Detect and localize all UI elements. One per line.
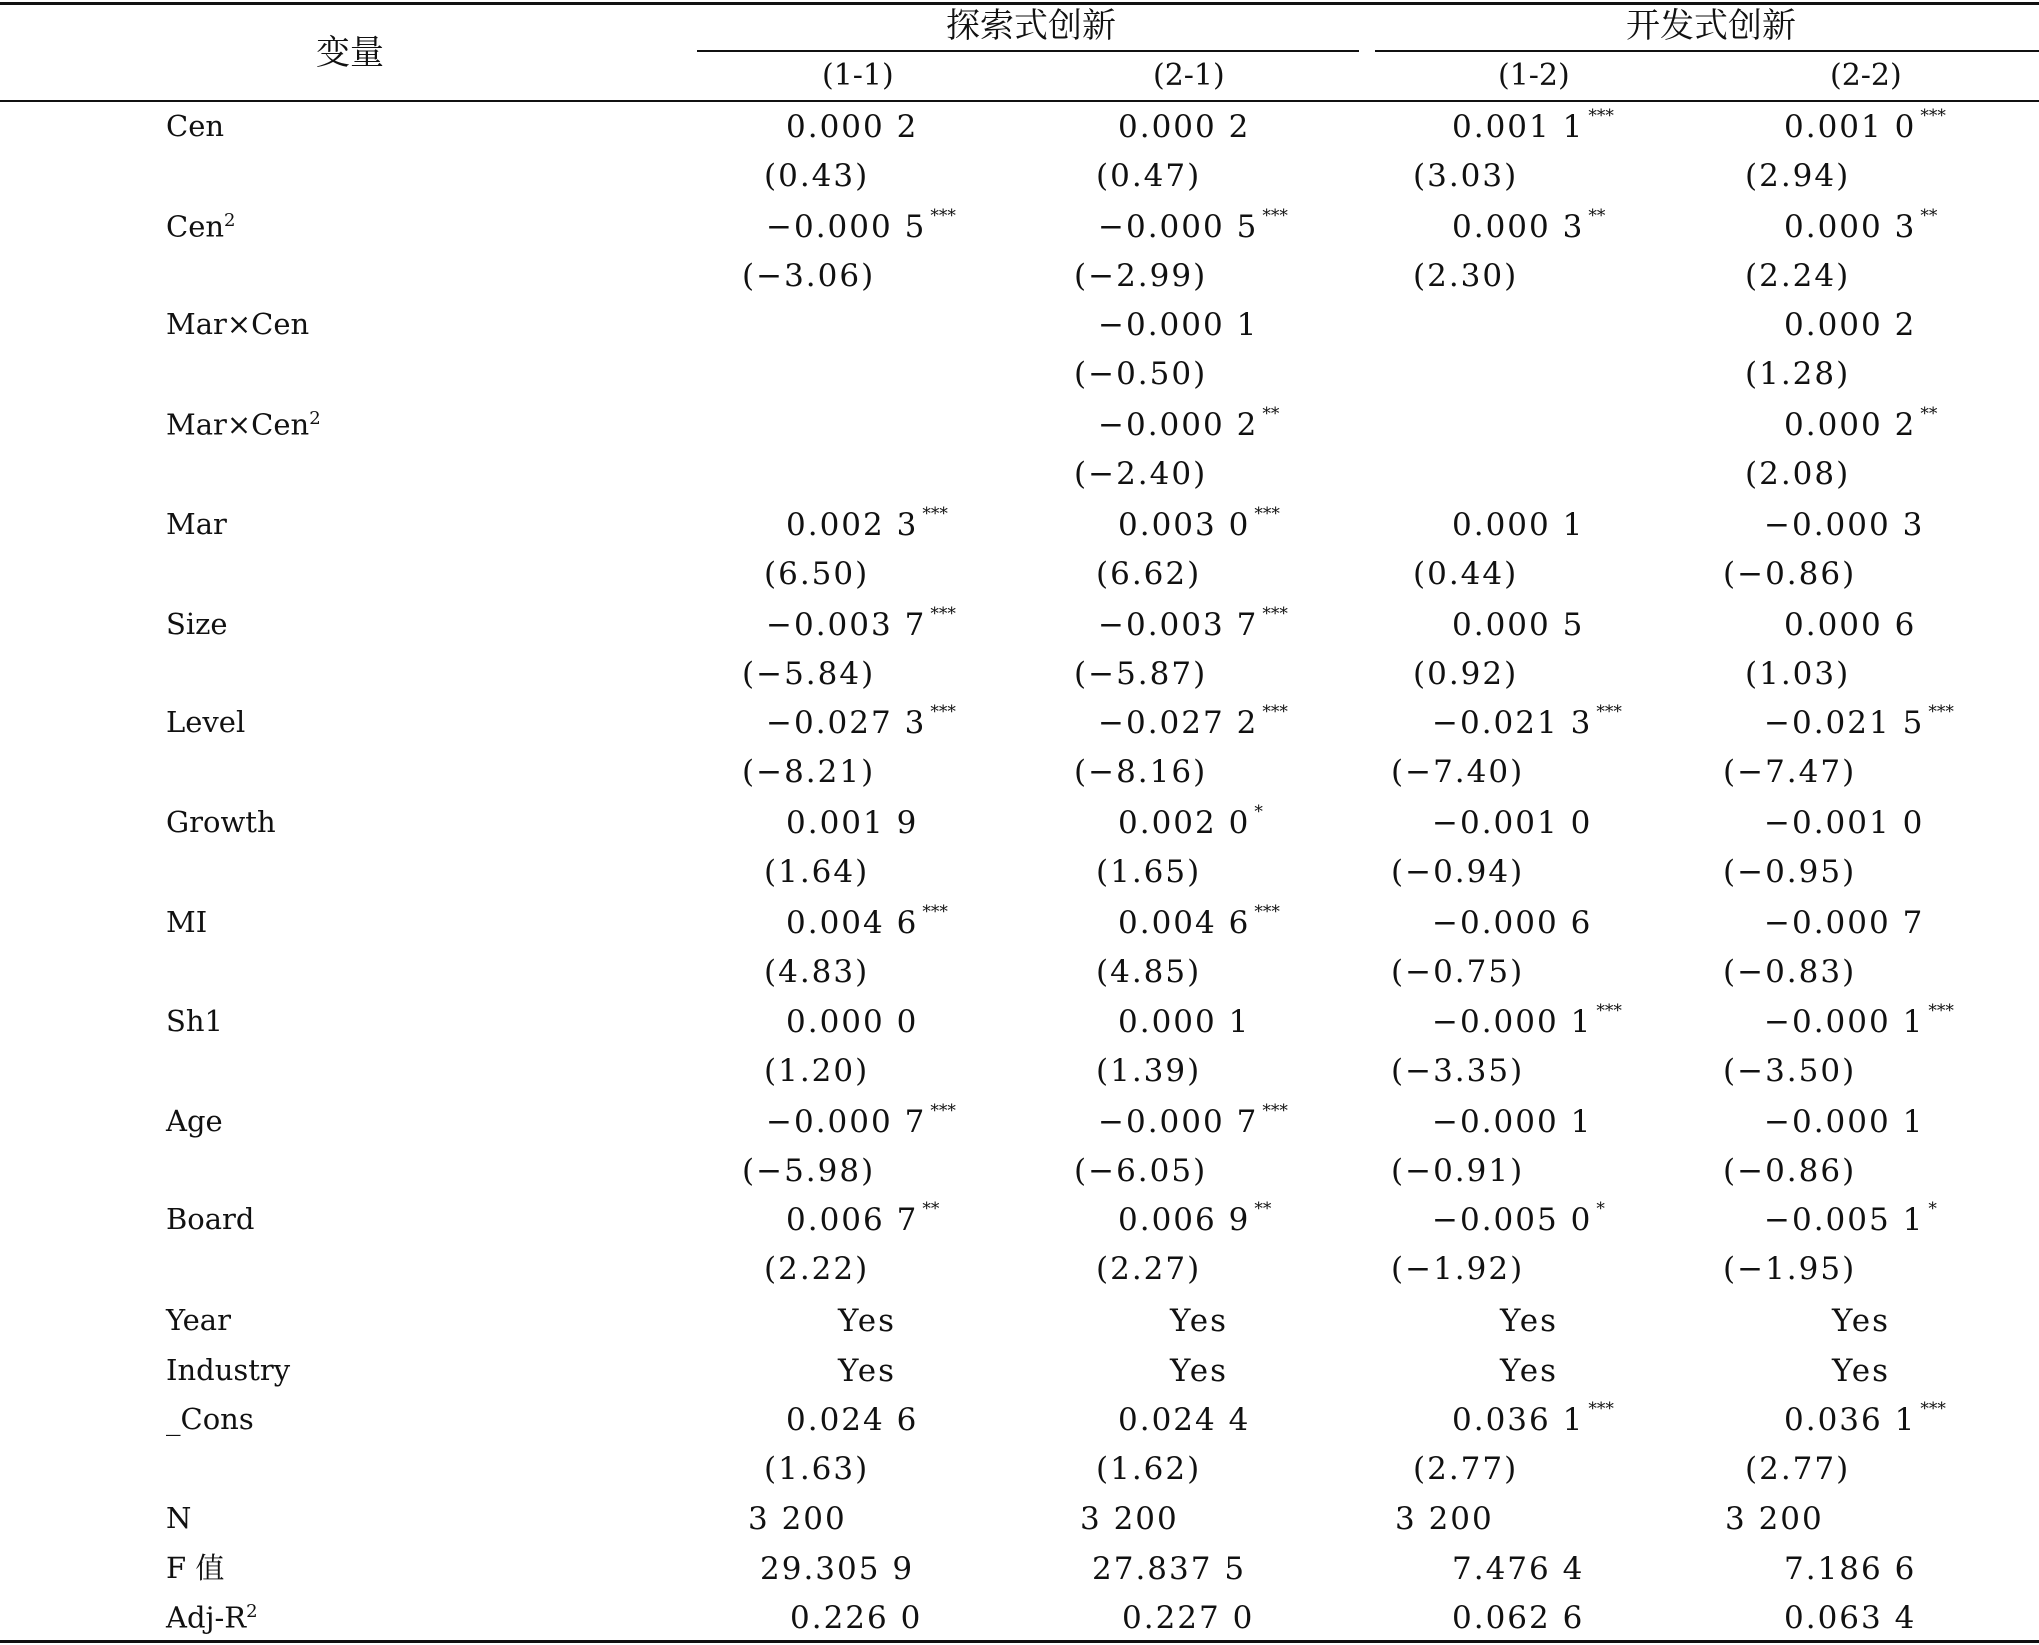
t-stat-cell: (0.47) xyxy=(1096,158,1202,194)
t-stat-cell: (−6.05) xyxy=(1074,1153,1208,1189)
column-header-2-1: (2-1) xyxy=(1153,58,1225,93)
coefficient-cell: 0.036 1 *** xyxy=(1452,1399,1614,1438)
fixed-effect-cell: Yes xyxy=(1500,1303,1559,1339)
variable-label: Cen xyxy=(166,109,225,143)
variable-label: F 值 xyxy=(166,1551,225,1585)
t-stat-cell: (−0.86) xyxy=(1723,1153,1857,1189)
t-stat-cell: (−7.47) xyxy=(1723,754,1857,790)
variable-label: MI xyxy=(166,905,208,939)
t-stat-cell: (2.27) xyxy=(1096,1251,1202,1287)
stat-cell: 3 200 xyxy=(748,1501,847,1537)
t-stat-cell: (−0.95) xyxy=(1723,854,1857,890)
t-stat-cell: (1.20) xyxy=(764,1053,870,1089)
t-stat-cell: (1.39) xyxy=(1096,1053,1202,1089)
stat-cell: 7.476 4 xyxy=(1452,1551,1585,1587)
significance-stars: *** xyxy=(1262,604,1288,624)
coefficient-cell: −0.000 1 xyxy=(1432,1104,1593,1140)
fixed-effect-cell: Yes xyxy=(838,1353,897,1389)
coefficient-cell: 0.000 3 ** xyxy=(1784,206,1938,245)
t-stat-cell: (−2.99) xyxy=(1074,258,1208,294)
stat-cell: 7.186 6 xyxy=(1784,1551,1917,1587)
coefficient-cell: −0.000 3 xyxy=(1764,507,1925,543)
coefficient-cell: 0.000 2 xyxy=(1118,109,1251,145)
variable-label: Age xyxy=(166,1104,223,1138)
stat-cell: 0.063 4 xyxy=(1784,1600,1917,1636)
t-stat-cell: (−5.87) xyxy=(1074,656,1208,692)
significance-stars: *** xyxy=(1262,702,1288,722)
coefficient-cell: −0.005 1 * xyxy=(1764,1199,1937,1238)
t-stat-cell: (−2.40) xyxy=(1074,456,1208,492)
coefficient-cell: 0.001 9 xyxy=(786,805,919,841)
variable-label: Size xyxy=(166,607,228,641)
coefficient-cell: −0.003 7 *** xyxy=(766,604,956,643)
fixed-effect-cell: Yes xyxy=(838,1303,897,1339)
coefficient-cell: 0.003 0 *** xyxy=(1118,504,1280,543)
significance-stars: *** xyxy=(922,504,948,524)
coefficient-cell: 0.000 6 xyxy=(1784,607,1917,643)
coefficient-cell: −0.021 3 *** xyxy=(1432,702,1622,741)
stat-cell: 29.305 9 xyxy=(760,1551,915,1587)
coefficient-cell: 0.000 3 ** xyxy=(1452,206,1606,245)
significance-stars: *** xyxy=(1254,504,1280,524)
t-stat-cell: (2.77) xyxy=(1413,1451,1519,1487)
t-stat-cell: (4.85) xyxy=(1096,954,1202,990)
coefficient-cell: −0.000 5 *** xyxy=(1098,206,1288,245)
variable-label: _Cons xyxy=(166,1402,254,1436)
coefficient-cell: 0.024 6 xyxy=(786,1402,919,1438)
t-stat-cell: (1.63) xyxy=(764,1451,870,1487)
variable-label: Year xyxy=(166,1303,231,1337)
coefficient-cell: 0.002 0 * xyxy=(1118,802,1263,841)
t-stat-cell: (2.77) xyxy=(1745,1451,1851,1487)
t-stat-cell: (−8.16) xyxy=(1074,754,1208,790)
fixed-effect-cell: Yes xyxy=(1170,1303,1229,1339)
t-stat-cell: (0.92) xyxy=(1413,656,1519,692)
group-header-exploitative: 开发式创新 xyxy=(1626,6,1796,46)
t-stat-cell: (2.22) xyxy=(764,1251,870,1287)
variable-header: 变量 xyxy=(316,33,384,73)
t-stat-cell: (−0.94) xyxy=(1391,854,1525,890)
significance-stars: *** xyxy=(1920,1399,1946,1419)
stat-cell: 3 200 xyxy=(1080,1501,1179,1537)
coefficient-cell: 0.001 1 *** xyxy=(1452,106,1614,145)
variable-label: Mar×Cen$^2$ xyxy=(166,407,321,442)
significance-stars: *** xyxy=(1262,1101,1288,1121)
significance-stars: *** xyxy=(930,1101,956,1121)
t-stat-cell: (−5.98) xyxy=(742,1153,876,1189)
t-stat-cell: (−0.91) xyxy=(1391,1153,1525,1189)
coefficient-cell: −0.000 1 *** xyxy=(1432,1001,1622,1040)
coefficient-cell: 0.000 2 xyxy=(1784,307,1917,343)
variable-label: Sh1 xyxy=(166,1004,223,1038)
variable-label: Adj-$R^2$ xyxy=(166,1600,258,1635)
t-stat-cell: (−3.50) xyxy=(1723,1053,1857,1089)
coefficient-cell: −0.001 0 xyxy=(1432,805,1593,841)
t-stat-cell: (1.03) xyxy=(1745,656,1851,692)
significance-stars: *** xyxy=(1596,1001,1622,1021)
variable-label: Growth xyxy=(166,805,276,839)
significance-stars: *** xyxy=(1920,106,1946,126)
t-stat-cell: (−3.06) xyxy=(742,258,876,294)
variable-label: Cen$^2$ xyxy=(166,209,236,244)
t-stat-cell: (−1.95) xyxy=(1723,1251,1857,1287)
variable-label: Mar xyxy=(166,507,227,541)
significance-stars: ** xyxy=(1588,206,1606,226)
header-rule xyxy=(0,100,2039,102)
t-stat-cell: (6.62) xyxy=(1096,556,1202,592)
coefficient-cell: −0.000 6 xyxy=(1432,905,1593,941)
t-stat-cell: (2.30) xyxy=(1413,258,1519,294)
group1-underline xyxy=(697,50,1359,52)
coefficient-cell: 0.006 9 ** xyxy=(1118,1199,1272,1238)
significance-stars: *** xyxy=(1588,1399,1614,1419)
coefficient-cell: −0.005 0 * xyxy=(1432,1199,1605,1238)
t-stat-cell: (2.94) xyxy=(1745,158,1851,194)
t-stat-cell: (−1.92) xyxy=(1391,1251,1525,1287)
column-header-2-2: (2-2) xyxy=(1830,58,1902,93)
t-stat-cell: (−8.21) xyxy=(742,754,876,790)
variable-label: Mar×Cen xyxy=(166,307,310,341)
significance-stars: ** xyxy=(1254,1199,1272,1219)
t-stat-cell: (−0.83) xyxy=(1723,954,1857,990)
column-header-1-1: (1-1) xyxy=(822,58,894,93)
coefficient-cell: −0.000 1 *** xyxy=(1764,1001,1954,1040)
variable-label: Board xyxy=(166,1202,255,1236)
stat-cell: 0.227 0 xyxy=(1122,1600,1255,1636)
significance-stars: * xyxy=(1254,802,1263,822)
significance-stars: ** xyxy=(922,1199,940,1219)
coefficient-cell: 0.004 6 *** xyxy=(786,902,948,941)
coefficient-cell: −0.000 7 *** xyxy=(1098,1101,1288,1140)
t-stat-cell: (2.08) xyxy=(1745,456,1851,492)
coefficient-cell: 0.002 3 *** xyxy=(786,504,948,543)
coefficient-cell: −0.000 7 *** xyxy=(766,1101,956,1140)
fixed-effect-cell: Yes xyxy=(1832,1303,1891,1339)
significance-stars: *** xyxy=(1928,1001,1954,1021)
significance-stars: ** xyxy=(1920,206,1938,226)
stat-cell: 0.226 0 xyxy=(790,1600,923,1636)
coefficient-cell: −0.000 1 xyxy=(1098,307,1259,343)
stat-cell: 3 200 xyxy=(1725,1501,1824,1537)
variable-label: Industry xyxy=(166,1353,291,1387)
significance-stars: * xyxy=(1596,1199,1605,1219)
coefficient-cell: −0.027 3 *** xyxy=(766,702,956,741)
significance-stars: *** xyxy=(1588,106,1614,126)
coefficient-cell: 0.000 2 xyxy=(786,109,919,145)
group-header-exploratory: 探索式创新 xyxy=(946,6,1116,46)
significance-stars: *** xyxy=(1596,702,1622,722)
coefficient-cell: 0.004 6 *** xyxy=(1118,902,1280,941)
t-stat-cell: (2.24) xyxy=(1745,258,1851,294)
t-stat-cell: (−0.75) xyxy=(1391,954,1525,990)
significance-stars: ** xyxy=(1920,404,1938,424)
t-stat-cell: (1.65) xyxy=(1096,854,1202,890)
significance-stars: *** xyxy=(930,702,956,722)
coefficient-cell: −0.027 2 *** xyxy=(1098,702,1288,741)
variable-label: N xyxy=(166,1501,192,1535)
fixed-effect-cell: Yes xyxy=(1832,1353,1891,1389)
coefficient-cell: 0.001 0 *** xyxy=(1784,106,1946,145)
coefficient-cell: 0.036 1 *** xyxy=(1784,1399,1946,1438)
stat-cell: 0.062 6 xyxy=(1452,1600,1585,1636)
coefficient-cell: −0.003 7 *** xyxy=(1098,604,1288,643)
t-stat-cell: (6.50) xyxy=(764,556,870,592)
coefficient-cell: −0.021 5 *** xyxy=(1764,702,1954,741)
coefficient-cell: 0.000 5 xyxy=(1452,607,1585,643)
coefficient-cell: 0.006 7 ** xyxy=(786,1199,940,1238)
t-stat-cell: (1.62) xyxy=(1096,1451,1202,1487)
top-rule xyxy=(0,2,2039,5)
coefficient-cell: 0.000 2 ** xyxy=(1784,404,1938,443)
t-stat-cell: (−3.35) xyxy=(1391,1053,1525,1089)
t-stat-cell: (1.28) xyxy=(1745,356,1851,392)
coefficient-cell: −0.000 2 ** xyxy=(1098,404,1280,443)
t-stat-cell: (−0.86) xyxy=(1723,556,1857,592)
group2-underline xyxy=(1375,50,2039,52)
significance-stars: *** xyxy=(1262,206,1288,226)
t-stat-cell: (4.83) xyxy=(764,954,870,990)
t-stat-cell: (1.64) xyxy=(764,854,870,890)
coefficient-cell: −0.001 0 xyxy=(1764,805,1925,841)
coefficient-cell: 0.000 1 xyxy=(1452,507,1585,543)
significance-stars: * xyxy=(1928,1199,1937,1219)
significance-stars: ** xyxy=(1262,404,1280,424)
coefficient-cell: 0.000 0 xyxy=(786,1004,919,1040)
significance-stars: *** xyxy=(1254,902,1280,922)
fixed-effect-cell: Yes xyxy=(1170,1353,1229,1389)
variable-label: Level xyxy=(166,705,246,739)
coefficient-cell: 0.024 4 xyxy=(1118,1402,1251,1438)
coefficient-cell: −0.000 5 *** xyxy=(766,206,956,245)
column-header-1-2: (1-2) xyxy=(1498,58,1570,93)
t-stat-cell: (−0.50) xyxy=(1074,356,1208,392)
coefficient-cell: −0.000 1 xyxy=(1764,1104,1925,1140)
significance-stars: *** xyxy=(922,902,948,922)
significance-stars: *** xyxy=(1928,702,1954,722)
coefficient-cell: −0.000 7 xyxy=(1764,905,1925,941)
stat-cell: 3 200 xyxy=(1395,1501,1494,1537)
stat-cell: 27.837 5 xyxy=(1092,1551,1247,1587)
t-stat-cell: (0.43) xyxy=(764,158,870,194)
fixed-effect-cell: Yes xyxy=(1500,1353,1559,1389)
t-stat-cell: (3.03) xyxy=(1413,158,1519,194)
t-stat-cell: (−7.40) xyxy=(1391,754,1525,790)
significance-stars: *** xyxy=(930,604,956,624)
coefficient-cell: 0.000 1 xyxy=(1118,1004,1251,1040)
bottom-rule xyxy=(0,1640,2039,1643)
significance-stars: *** xyxy=(930,206,956,226)
t-stat-cell: (−5.84) xyxy=(742,656,876,692)
t-stat-cell: (0.44) xyxy=(1413,556,1519,592)
